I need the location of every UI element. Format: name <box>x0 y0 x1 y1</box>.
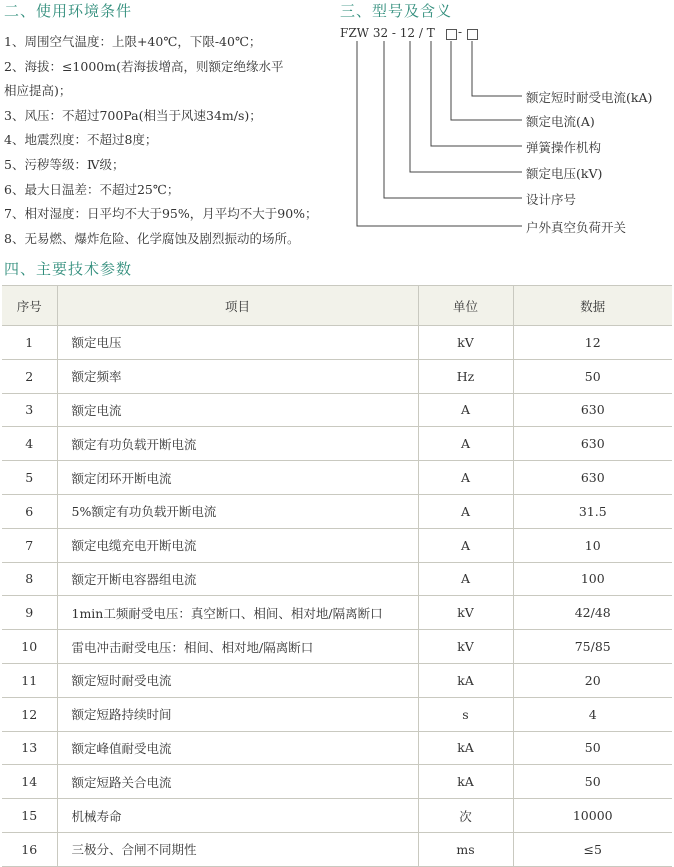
model-section-title: 三、型号及含义 <box>340 2 453 20</box>
cell-index: 14 <box>2 765 57 799</box>
env-item: 相应提高)； <box>4 83 72 99</box>
env-item: 7、相对湿度：日平均不大于95%，月平均不大于90%； <box>4 206 318 222</box>
cell-index: 11 <box>2 663 57 697</box>
cell-item: 额定电压 <box>57 326 418 360</box>
env-item: 6、最大日温差：不超过25℃； <box>4 181 180 197</box>
cell-value: 10000 <box>513 799 672 833</box>
cell-unit: s <box>418 697 513 731</box>
cell-unit: kA <box>418 663 513 697</box>
cell-index: 10 <box>2 630 57 664</box>
cell-item: 额定闭环开断电流 <box>57 461 418 495</box>
cell-item: 额定有功负载开断电流 <box>57 427 418 461</box>
cell-unit: Hz <box>418 359 513 393</box>
def-spring-mechanism: 弹簧操作机构 <box>526 140 602 155</box>
cell-value: 50 <box>513 765 672 799</box>
table-row <box>2 832 672 866</box>
cell-index: 12 <box>2 697 57 731</box>
env-item: 8、无易燃、爆炸危险、化学腐蚀及剧烈振动的场所。 <box>4 230 300 246</box>
cell-index: 16 <box>2 832 57 866</box>
cell-unit: kV <box>418 630 513 664</box>
cell-unit: 次 <box>418 799 513 833</box>
cell-item: 额定短时耐受电流 <box>57 663 418 697</box>
cell-unit: A <box>418 494 513 528</box>
cell-index: 8 <box>2 562 57 596</box>
cell-index: 6 <box>2 494 57 528</box>
table-row <box>2 562 672 596</box>
cell-index: 1 <box>2 326 57 360</box>
cell-value: 31.5 <box>513 494 672 528</box>
cell-item: 雷电冲击耐受电压：相间、相对地/隔离断口 <box>57 630 418 664</box>
def-rated-current: 额定电流(A) <box>526 114 595 129</box>
table-row <box>2 427 672 461</box>
cell-value: 12 <box>513 326 672 360</box>
cell-value: ≤5 <box>513 832 672 866</box>
cell-item: 额定频率 <box>57 359 418 393</box>
table-row <box>2 528 672 562</box>
table-row <box>2 731 672 765</box>
cell-item: 三极分、合闸不同期性 <box>57 832 418 866</box>
cell-value: 20 <box>513 663 672 697</box>
cell-index: 9 <box>2 596 57 630</box>
table-row <box>2 765 672 799</box>
def-short-time-current: 额定短时耐受电流(kA) <box>526 90 653 105</box>
cell-unit: A <box>418 528 513 562</box>
cell-unit: kA <box>418 731 513 765</box>
cell-index: 15 <box>2 799 57 833</box>
model-code-prefix: FZW 32 - 12 / T <box>340 26 435 40</box>
cell-item: 额定电缆充电开断电流 <box>57 528 418 562</box>
header-value: 数据 <box>513 286 672 326</box>
table-row <box>2 663 672 697</box>
cell-value: 4 <box>513 697 672 731</box>
tech-params-table <box>2 285 672 867</box>
table-row <box>2 630 672 664</box>
tech-section-title: 四、主要技术参数 <box>4 260 133 278</box>
cell-unit: A <box>418 427 513 461</box>
env-section-title: 二、使用环境条件 <box>4 2 133 20</box>
cell-index: 13 <box>2 731 57 765</box>
def-rated-voltage: 额定电压(kV) <box>526 166 603 181</box>
cell-value: 630 <box>513 461 672 495</box>
cell-item: 额定峰值耐受电流 <box>57 731 418 765</box>
header-index: 序号 <box>2 286 57 326</box>
header-item: 项目 <box>57 286 418 326</box>
cell-unit: kV <box>418 326 513 360</box>
env-item: 3、风压：不超过700Pa(相当于风速34m/s)； <box>4 107 262 123</box>
cell-item: 1min工频耐受电压：真空断口、相间、相对地/隔离断口 <box>57 596 418 630</box>
cell-unit: A <box>418 461 513 495</box>
cell-item: 额定开断电容器组电流 <box>57 562 418 596</box>
table-row <box>2 359 672 393</box>
cell-item: 5%额定有功负载开断电流 <box>57 494 418 528</box>
table-row <box>2 596 672 630</box>
env-item: 2、海拔：≤1000m(若海拔增高，则额定绝缘水平 <box>4 58 284 74</box>
table-header-row <box>2 286 672 326</box>
cell-value: 630 <box>513 427 672 461</box>
env-item: 1、周围空气温度：上限+40℃，下限-40℃； <box>4 34 262 49</box>
header-unit: 单位 <box>418 286 513 326</box>
model-code-dash: - <box>458 25 463 39</box>
def-design-number: 设计序号 <box>526 192 577 207</box>
cell-item: 额定短路关合电流 <box>57 765 418 799</box>
cell-unit: kA <box>418 765 513 799</box>
cell-value: 10 <box>513 528 672 562</box>
cell-value: 50 <box>513 359 672 393</box>
cell-value: 100 <box>513 562 672 596</box>
cell-item: 额定短路持续时间 <box>57 697 418 731</box>
cell-value: 630 <box>513 393 672 427</box>
cell-index: 4 <box>2 427 57 461</box>
cell-value: 42/48 <box>513 596 672 630</box>
table-row <box>2 461 672 495</box>
cell-unit: kV <box>418 596 513 630</box>
table-row <box>2 799 672 833</box>
cell-value: 75/85 <box>513 630 672 664</box>
cell-value: 50 <box>513 731 672 765</box>
cell-item: 机械寿命 <box>57 799 418 833</box>
table-row <box>2 494 672 528</box>
table-row <box>2 393 672 427</box>
cell-unit: A <box>418 393 513 427</box>
table-row <box>2 697 672 731</box>
cell-item: 额定电流 <box>57 393 418 427</box>
env-item: 5、污秽等级：Ⅳ级； <box>4 156 125 172</box>
def-outdoor-switch: 户外真空负荷开关 <box>526 220 627 235</box>
cell-index: 3 <box>2 393 57 427</box>
table-row <box>2 326 672 360</box>
cell-index: 7 <box>2 528 57 562</box>
cell-index: 5 <box>2 461 57 495</box>
cell-unit: A <box>418 562 513 596</box>
cell-index: 2 <box>2 359 57 393</box>
env-item: 4、地震烈度：不超过8度； <box>4 132 158 148</box>
cell-unit: ms <box>418 832 513 866</box>
